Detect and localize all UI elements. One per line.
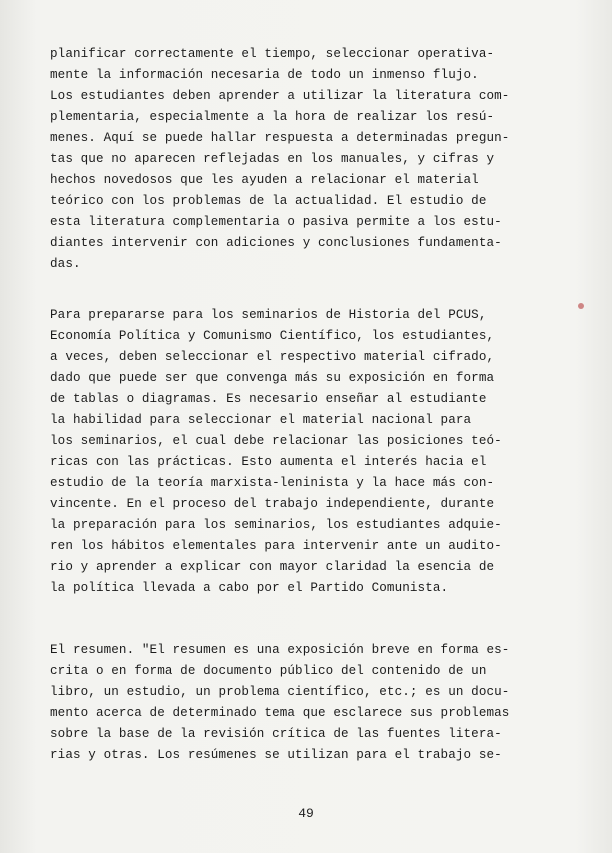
text-line: la preparación para los seminarios, los estudiantes adquie- [50, 518, 502, 532]
text-line: crita o en forma de documento público del contenido de un [50, 664, 487, 678]
text-line: das. [50, 257, 81, 271]
text-line: vincente. En el proceso del trabajo independiente, durante [50, 497, 495, 511]
text-line: libro, un estudio, un problema científico, etc.; es un docu- [50, 685, 510, 699]
paragraph-1 [50, 44, 580, 275]
text-line: diantes intervenir con adiciones y conclusiones fundamenta- [50, 236, 502, 250]
text-line: hechos novedosos que les ayuden a relacionar el material [50, 173, 479, 187]
text-line: esta literatura complementaria o pasiva permite a los estu- [50, 215, 502, 229]
text-line: Para prepararse para los seminarios de Historia del PCUS, [50, 308, 487, 322]
text-line: de tablas o diagramas. Es necesario enseñar al estudiante [50, 392, 487, 406]
text-line: menes. Aquí se puede hallar respuesta a determinadas pregun- [50, 131, 510, 145]
text-line: mente la información necesaria de todo un inmenso flujo. [50, 68, 479, 82]
text-line: Economía Política y Comunismo Científico, los estudiantes, [50, 329, 495, 343]
paragraph-2 [50, 305, 580, 599]
text-line: ren los hábitos elementales para intervenir ante un audito- [50, 539, 502, 553]
text-line: tas que no aparecen reflejadas en los manuales, y cifras y [50, 152, 495, 166]
text-line: a veces, deben seleccionar el respectivo material cifrado, [50, 350, 495, 364]
text-line: los seminarios, el cual debe relacionar las posiciones teó- [50, 434, 502, 448]
show-through-text [60, 24, 67, 38]
text-line: la política llevada a cabo por el Partido Comunista. [50, 581, 449, 595]
text-line: sobre la base de la revisión crítica de las fuentes litera- [50, 727, 502, 741]
page-number: 49 [298, 806, 314, 821]
text-line: plementaria, especialmente a la hora de realizar los resú- [50, 110, 495, 124]
text-line: ricas con las prácticas. Esto aumenta el interés hacia el [50, 455, 487, 469]
text-line: rias y otras. Los resúmenes se utilizan para el trabajo se- [50, 748, 502, 762]
text-line: planificar correctamente el tiempo, seleccionar operativa- [50, 47, 495, 61]
text-line: El resumen. "El resumen es una exposición breve en forma es- [50, 643, 510, 657]
paragraph-3 [50, 640, 580, 766]
text-line: la habilidad para seleccionar el material nacional para [50, 413, 472, 427]
text-line: mento acerca de determinado tema que esclarece sus problemas [50, 706, 510, 720]
text-line: Los estudiantes deben aprender a utilizar la literatura com- [50, 89, 510, 103]
text-line: rio y aprender a explicar con mayor claridad la esencia de [50, 560, 495, 574]
text-line: estudio de la teoría marxista-leninista y la hace más con- [50, 476, 495, 490]
text-line: teórico con los problemas de la actualidad. El estudio de [50, 194, 487, 208]
text-line: dado que puede ser que convenga más su exposición en forma [50, 371, 495, 385]
